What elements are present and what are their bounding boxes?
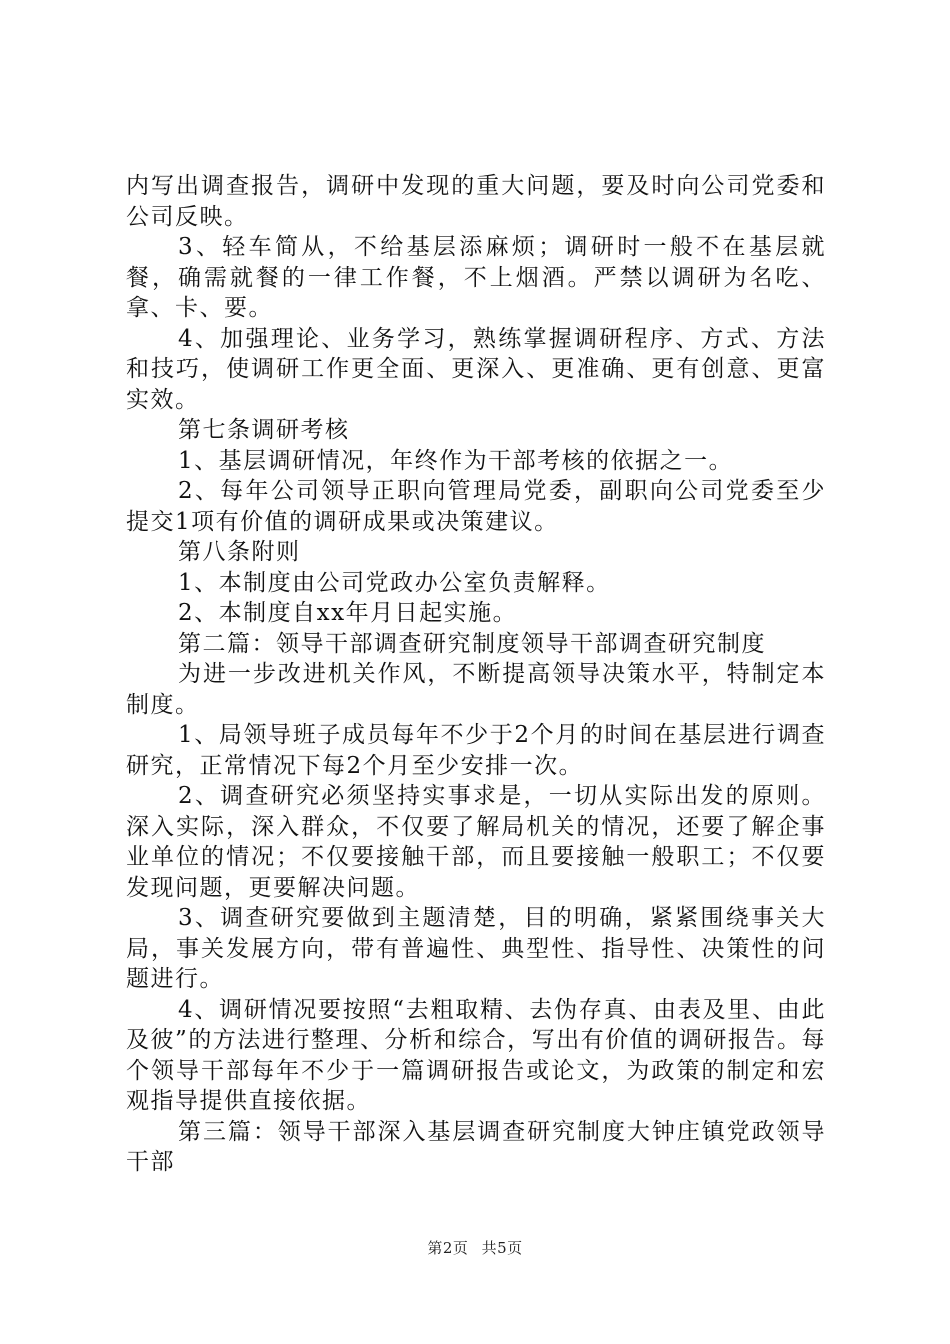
paragraph-13: 2、调查研究必须坚持实事求是，一切从实际出发的原则。深入实际，深入群众，不仅要了解局机关的情况，还要了解企事业单位的情况；不仅要接触干部，而且要接触一般职工；不仅要发现问题，更要解决问题。 [126,783,826,901]
paragraph-15: 4、调研情况要按照“去粗取精、去伪存真、由表及里、由此及彼”的方法进行整理、分析和综合，写出有价值的调研报告。每个领导干部每年不少于一篇调研报告或论文，为政策的制定和宏观指导提供直接依据。 [126,996,826,1114]
paragraph-3: 4、加强理论、业务学习，熟练掌握调研程序、方式、方法和技巧，使调研工作更全面、更深入、更准确、更有创意、更富实效。 [126,325,826,413]
document-body [126,171,826,1178]
paragraph-14: 3、调查研究要做到主题清楚，目的明确，紧紧围绕事关大局，事关发展方向，带有普遍性、典型性、指导性、决策性的问题进行。 [126,905,826,992]
paragraph-5: 1、基层调研情况，年终作为干部考核的依据之一。 [178,447,734,474]
paragraph-9: 2、本制度自xx年月日起实施。 [178,600,518,626]
section-heading-7: 第七条调研考核 [178,417,350,443]
paragraph-8: 1、本制度由公司党政办公室负责解释。 [178,569,611,596]
page-number-current: 第2页 [427,1239,469,1257]
section-heading-8: 第八条附则 [178,539,301,565]
chapter-heading-2: 第二篇：领导干部调查研究制度领导干部调查研究制度 [178,630,766,657]
page-number-total: 共5页 [481,1239,523,1257]
paragraph-6: 2、每年公司领导正职向管理局党委，副职向公司党委至少提交1项有价值的调研成果或决策建议。 [126,478,826,535]
paragraph-12: 1、局领导班子成员每年不少于2个月的时间在基层进行调查研究，正常情况下每2个月至少安排一次。 [126,722,826,779]
paragraph-11: 为进一步改进机关作风，不断提高领导决策水平，特制定本制度。 [126,661,826,718]
page-footer [0,1237,950,1258]
chapter-heading-3: 第三篇：领导干部深入基层调查研究制度大钟庄镇党政领导干部 [126,1118,826,1175]
paragraph-1: 内写出调查报告，调研中发现的重大问题，要及时向公司党委和公司反映。 [126,173,826,230]
paragraph-2: 3、轻车简从，不给基层添麻烦；调研时一般不在基层就餐，确需就餐的一律工作餐，不上烟酒。严禁以调研为名吃、拿、卡、要。 [126,234,826,321]
